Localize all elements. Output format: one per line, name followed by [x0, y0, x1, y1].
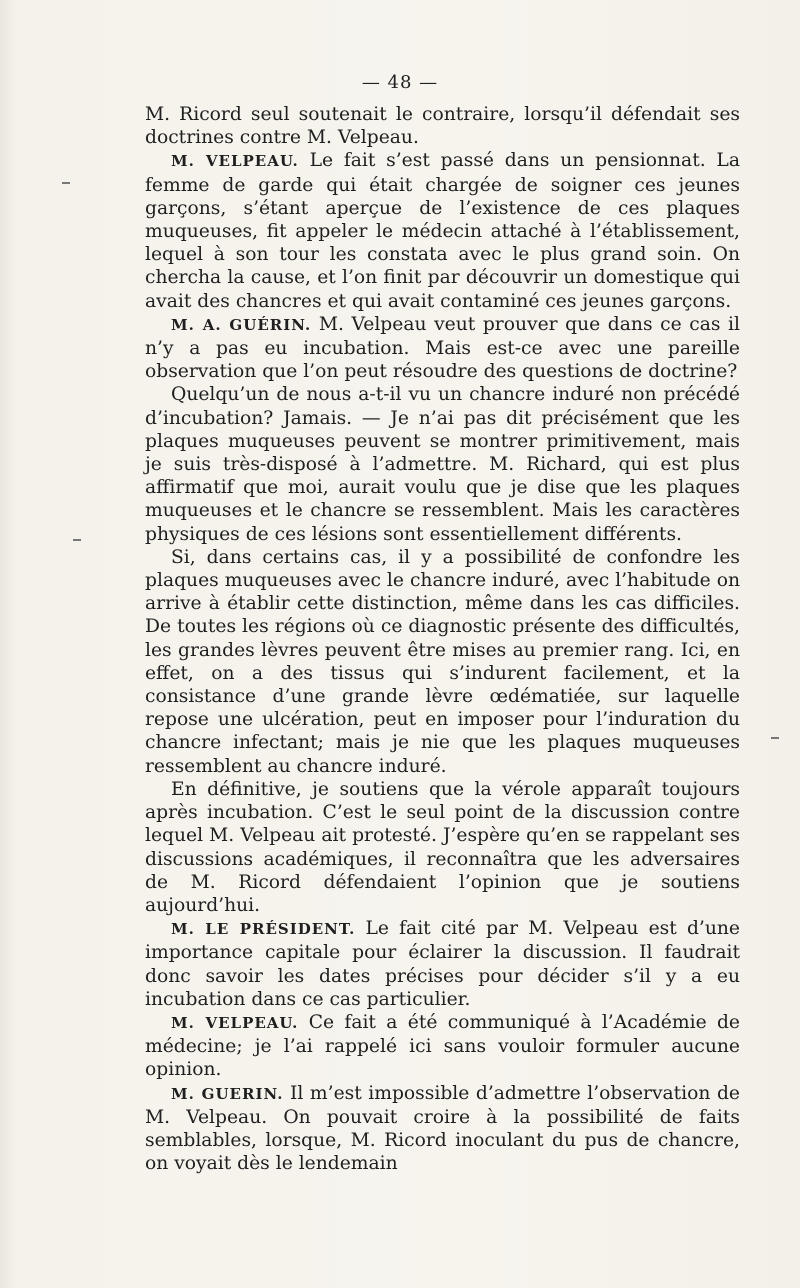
paragraph-5 [145, 546, 740, 778]
speaker-guerin: M. GUERIN. [171, 1084, 284, 1103]
margin-mark-left-1 [62, 182, 70, 184]
paragraph-6-text: En définitive, je soutiens que la vérole apparaît toujours après incubation. C’est le seul point de la discussion contre lequel M. Velpeau ait protesté. J’espère qu’en se rappelant ses discussions académiques, il reconnaîtra que les adversaires de M. Ricord défendaient l’opinion que je soutiens aujourd’hui. [145, 778, 740, 916]
paragraph-8 [145, 1011, 740, 1082]
speaker-president: M. LE PRÉSIDENT. [171, 920, 356, 939]
paragraph-5-text: Si, dans certains cas, il y a possibilité de confondre les plaques muqueuses avec le chancre induré, avec l’habitude on arrive à établir cette distinction, même dans les cas difficiles. De toutes les régions où ce diagnostic présente des difficultés, les grandes lèvres peuvent être mises au premier rang. Ici, en effet, on a des tissus qui s’indurent facilement, et la consistance d’une grande lèvre œdématiée, sur laquelle repose une ulcération, peut en imposer pour l’induration du chancre infectant; mais je nie que les plaques muqueuses ressemblent au chancre induré. [145, 546, 740, 777]
speaker-velpeau-2: M. VELPEAU. [171, 1013, 299, 1032]
paragraph-4 [145, 383, 740, 545]
paragraph-1-text: M. Ricord seul soutenait le contraire, lorsqu’il défendait ses doctrines contre M. Velpeau. [145, 104, 740, 149]
paragraph-7-text: Le fait cité par M. Velpeau est d’une importance capitale pour éclairer la discussion. Il faudrait donc savoir les dates précises pour décider s’il y a eu incubation dans ce cas particulier. [145, 918, 740, 1010]
paragraph-4-text: Quelqu’un de nous a-t-il vu un chancre induré non précédé d’incubation? Jamais. — Je n’ai pas dit précisément que les plaques muqueuses peuvent se montrer primitivement, mais je suis très-disposé à l’admettre. M. Richard, qui est plus affirmatif que moi, aurait voulu que je dise que les plaques muqueuses et le chancre se ressemblent. Mais les caractères physiques de ces lésions sont essentiellement différents. [145, 384, 740, 545]
paragraph-1 [145, 103, 740, 149]
paragraph-8-text: Ce fait a été communiqué à l’Académie de médecine; je l’ai rappelé ici sans vouloir formuler aucune opinion. [145, 1011, 740, 1081]
paragraph-9 [145, 1082, 740, 1176]
paragraph-6 [145, 778, 740, 917]
speaker-a-guerin: M. A. GUÉRIN. [171, 315, 312, 334]
paragraph-2-text: Le fait s’est passé dans un pensionnat. La femme de garde qui était chargée de soigner ces jeunes garçons, s’étant aperçue de l’existence de ces plaques muqueuses, fit appeler le médecin attaché à l’établissement, lequel à son tour les constata avec le plus grand soin. On chercha la cause, et l’on finit par découvrir un domestique qui avait des chancres et qui avait contaminé ces jeunes garçons. [145, 150, 740, 312]
paragraph-9-text: Il m’est impossible d’admettre l’observation de M. Velpeau. On pouvait croire à la possibilité de faits semblables, lorsque, M. Ricord inoculant du pus de chancre, on voyait dès le lendemain [145, 1082, 740, 1175]
page-number: — 48 — [361, 72, 439, 93]
speaker-velpeau: M. VELPEAU. [171, 152, 299, 171]
margin-mark-right-1 [771, 737, 779, 739]
paragraph-3 [145, 313, 740, 384]
paragraph-7 [145, 917, 740, 1011]
paragraph-2 [145, 149, 740, 312]
paragraph-3-text: M. Velpeau veut prouver que dans ce cas il n’y a pas eu incubation. Mais est-ce avec une pareille observation que l’on peut résoudre des questions de doctrine? [145, 313, 740, 383]
margin-mark-left-2 [73, 539, 81, 541]
document-body [145, 103, 740, 1175]
